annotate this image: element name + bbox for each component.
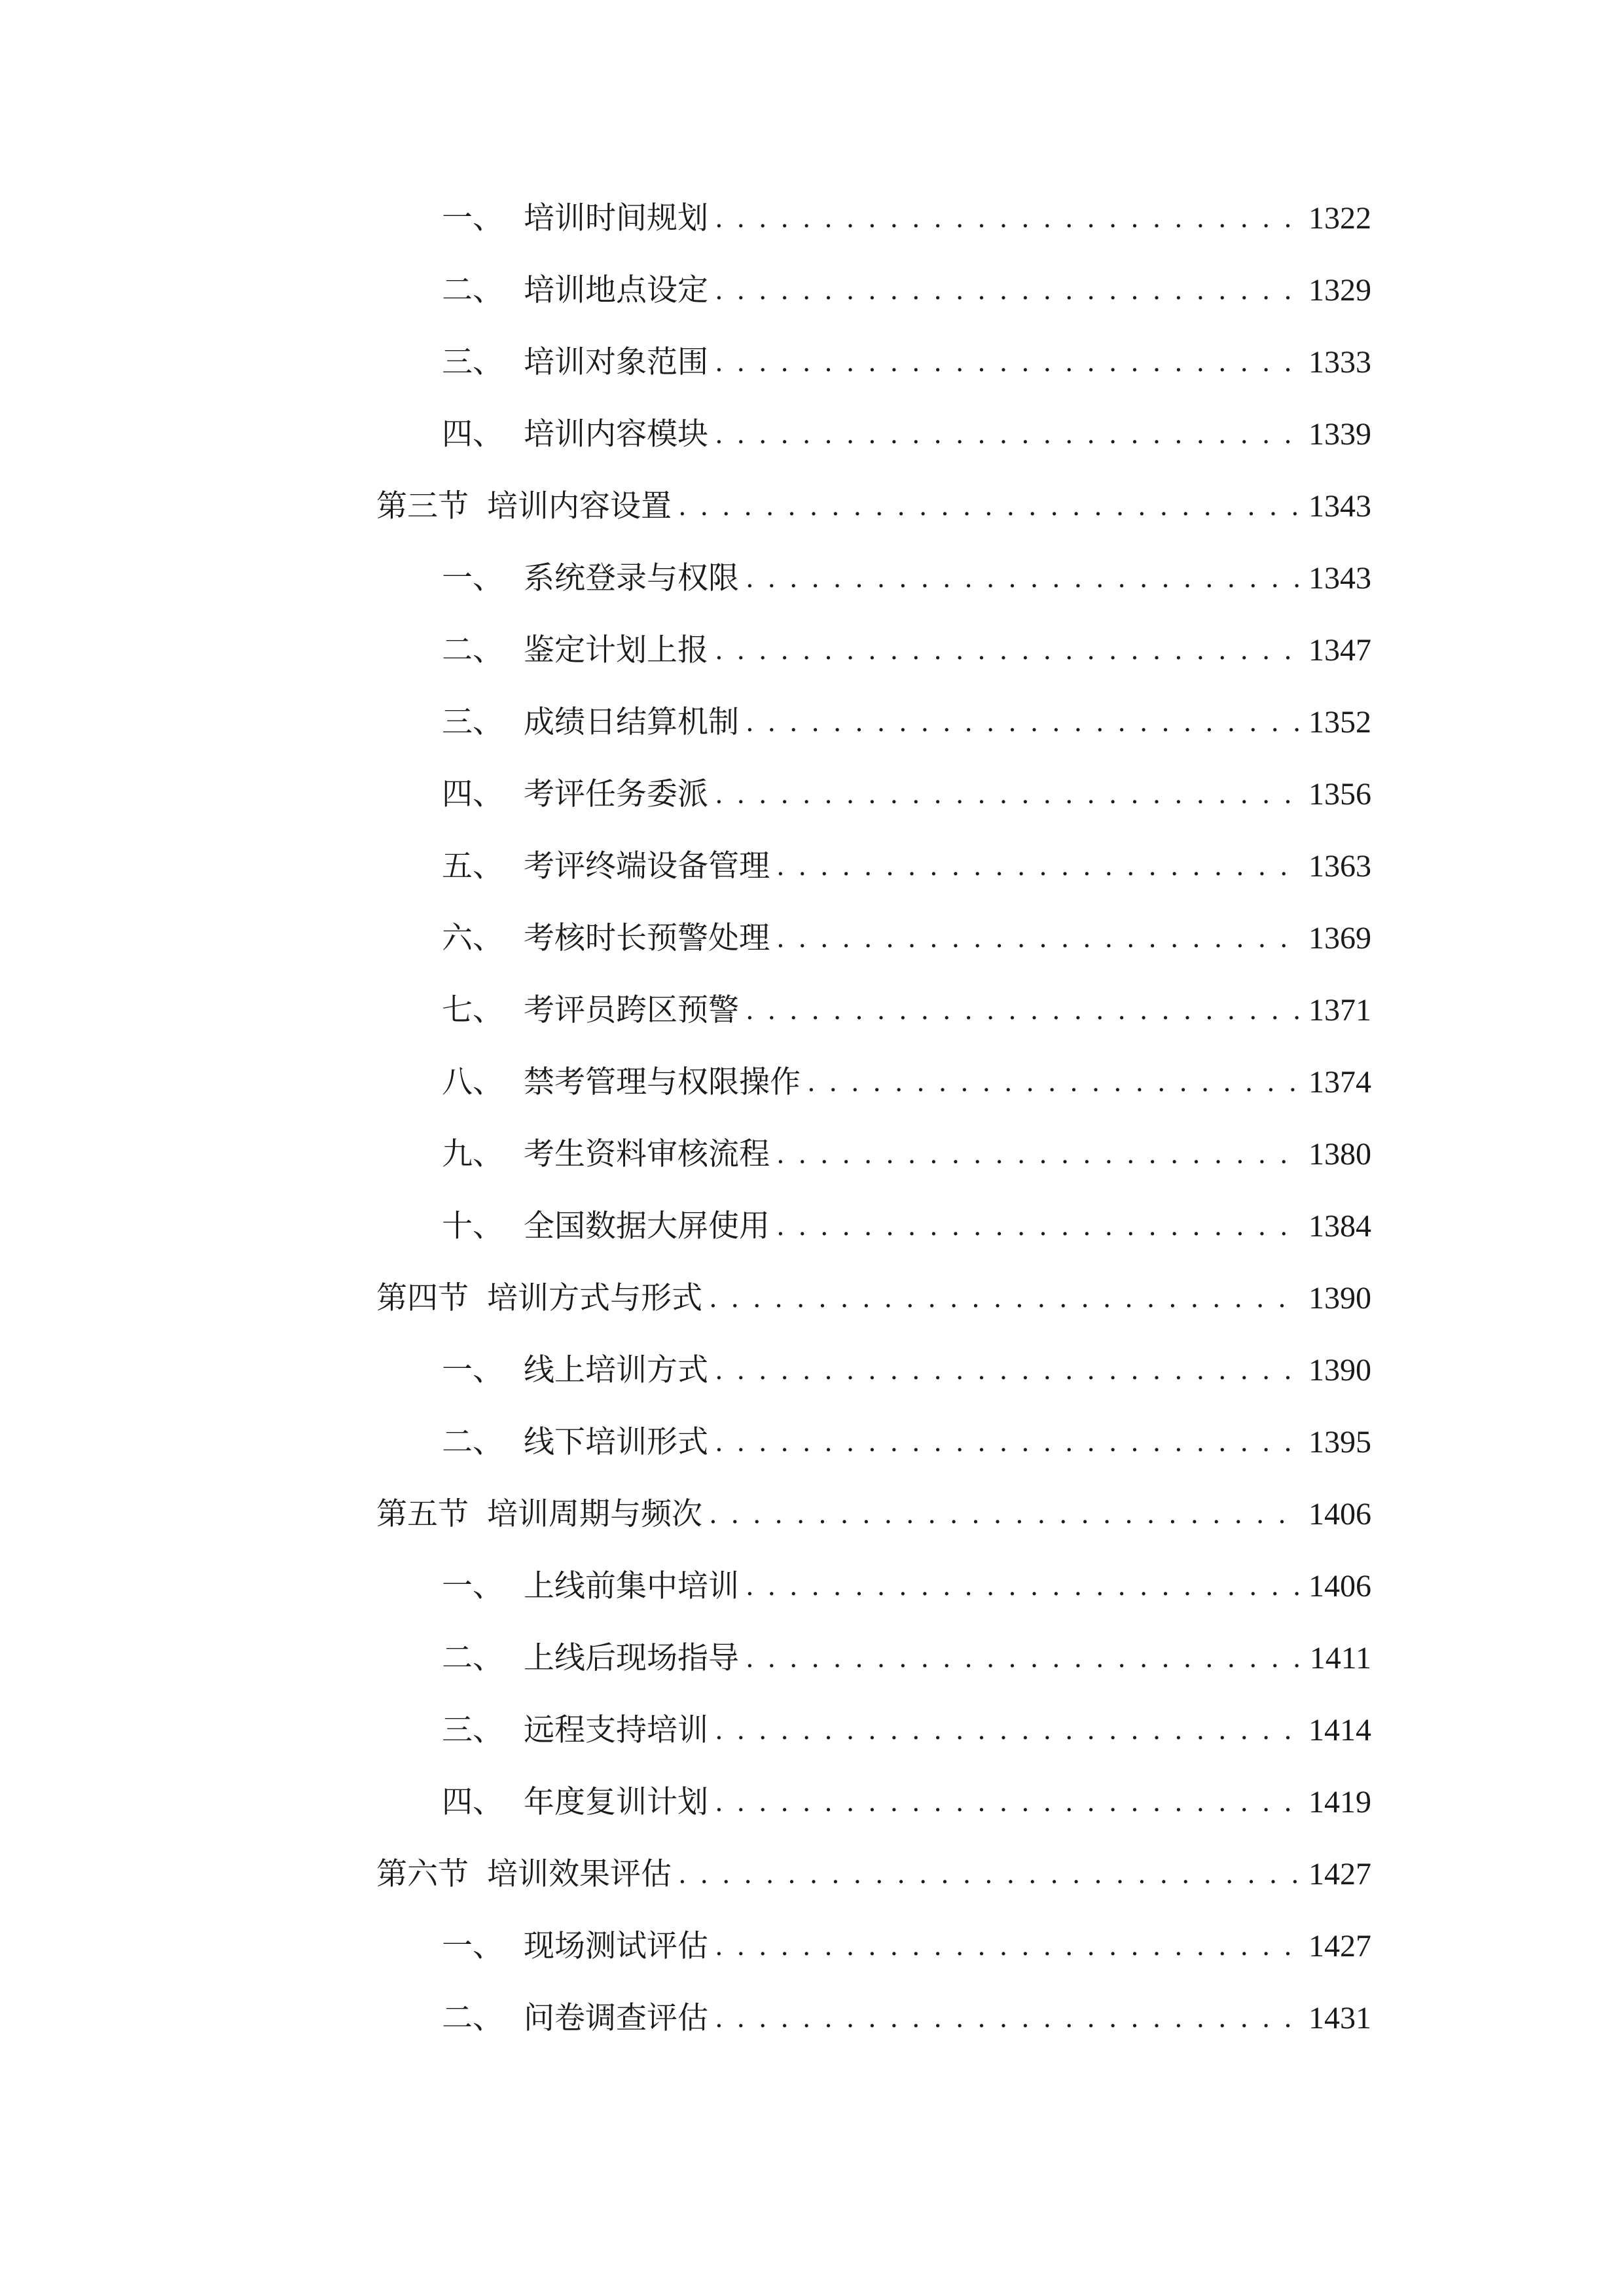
toc-page-number: 1347 (1308, 633, 1371, 668)
toc-section-entry[interactable] (376, 1851, 1371, 1923)
toc-entry-number: 四、 (442, 1784, 503, 1820)
toc-entry-title: 现场测试评估 (524, 1928, 708, 1964)
table-of-contents (376, 195, 1371, 2067)
toc-entry-number: 九、 (442, 1136, 503, 1172)
toc-entry-number: 五、 (442, 848, 503, 884)
toc-section-entry[interactable] (376, 1275, 1371, 1347)
toc-dot-leader (715, 1419, 1299, 1466)
toc-entry-title: 考核时长预警处理 (524, 920, 770, 956)
toc-entry-number: 一、 (442, 1928, 503, 1964)
toc-page-number: 1419 (1308, 1785, 1371, 1820)
toc-page-number: 1339 (1308, 417, 1371, 452)
toc-page-number: 1369 (1308, 921, 1371, 956)
toc-entry-title: 培训内容模块 (524, 416, 708, 452)
toc-subsection-entry[interactable] (376, 699, 1371, 771)
toc-subsection-entry[interactable] (376, 1131, 1371, 1203)
toc-dot-leader (715, 195, 1299, 242)
toc-entry-number: 四、 (442, 416, 503, 452)
toc-entry-title: 线下培训形式 (524, 1424, 708, 1460)
toc-dot-leader (715, 1779, 1299, 1826)
toc-entry-title: 培训时间规划 (524, 200, 708, 236)
toc-entry-title: 考评员跨区预警 (524, 992, 739, 1028)
toc-entry-number: 八、 (442, 1064, 503, 1100)
toc-dot-leader (746, 699, 1299, 746)
toc-dot-leader (746, 555, 1299, 602)
toc-entry-number: 二、 (442, 2000, 503, 2036)
toc-dot-leader (776, 1203, 1299, 1250)
toc-dot-leader (715, 1707, 1299, 1754)
toc-entry-title: 培训效果评估 (487, 1856, 672, 1892)
toc-entry-title: 考评任务委派 (524, 776, 708, 812)
toc-entry-title: 禁考管理与权限操作 (524, 1064, 801, 1100)
toc-entry-number: 三、 (442, 704, 503, 740)
toc-subsection-entry[interactable] (376, 195, 1371, 267)
toc-entry-number: 二、 (442, 1424, 503, 1460)
toc-dot-leader (746, 987, 1299, 1034)
toc-entry-title: 培训地点设定 (524, 272, 708, 308)
toc-entry-number: 二、 (442, 1640, 503, 1676)
toc-subsection-entry[interactable] (376, 915, 1371, 987)
toc-dot-leader (715, 1347, 1299, 1394)
toc-entry-number: 三、 (442, 344, 503, 380)
toc-dot-leader (807, 1059, 1299, 1106)
toc-entry-title: 远程支持培训 (524, 1712, 708, 1748)
toc-dot-leader (776, 915, 1299, 962)
toc-entry-title: 线上培训方式 (524, 1352, 708, 1388)
toc-entry-number: 第四节 (376, 1280, 469, 1316)
toc-entry-number: 七、 (442, 992, 503, 1028)
toc-subsection-entry[interactable] (376, 1419, 1371, 1491)
toc-section-entry[interactable] (376, 1491, 1371, 1563)
toc-page-number: 1343 (1308, 489, 1371, 524)
toc-subsection-entry[interactable] (376, 1635, 1371, 1707)
toc-page-number: 1406 (1308, 1497, 1371, 1532)
toc-entry-title: 上线后现场指导 (524, 1640, 739, 1676)
toc-dot-leader (678, 483, 1299, 530)
toc-entry-number: 三、 (442, 1712, 503, 1748)
toc-entry-title: 考评终端设备管理 (524, 848, 770, 884)
toc-entry-title: 鉴定计划上报 (524, 632, 708, 668)
toc-subsection-entry[interactable] (376, 627, 1371, 699)
toc-entry-number: 四、 (442, 776, 503, 812)
toc-page-number: 1427 (1308, 1929, 1371, 1964)
toc-entry-number: 一、 (442, 560, 503, 596)
toc-entry-number: 一、 (442, 200, 503, 236)
toc-subsection-entry[interactable] (376, 1995, 1371, 2067)
toc-subsection-entry[interactable] (376, 987, 1371, 1059)
toc-dot-leader (776, 843, 1299, 890)
toc-dot-leader (715, 771, 1299, 818)
toc-entry-title: 上线前集中培训 (524, 1568, 739, 1604)
toc-page-number: 1333 (1308, 345, 1371, 380)
toc-section-entry[interactable] (376, 483, 1371, 555)
toc-page-number: 1414 (1308, 1713, 1371, 1748)
toc-entry-number: 一、 (442, 1568, 503, 1604)
toc-dot-leader (746, 1635, 1301, 1682)
toc-dot-leader (746, 1563, 1299, 1610)
toc-subsection-entry[interactable] (376, 1347, 1371, 1419)
toc-entry-number: 第三节 (376, 488, 469, 524)
toc-entry-number: 第五节 (376, 1496, 469, 1532)
toc-page-number: 1363 (1308, 849, 1371, 884)
toc-entry-number: 六、 (442, 920, 503, 956)
toc-dot-leader (715, 627, 1299, 674)
toc-dot-leader (715, 267, 1299, 314)
toc-entry-number: 第六节 (376, 1856, 469, 1892)
toc-page-number: 1329 (1308, 273, 1371, 308)
toc-dot-leader (709, 1275, 1299, 1322)
toc-subsection-entry[interactable] (376, 1779, 1371, 1851)
toc-page-number: 1384 (1308, 1209, 1371, 1244)
toc-subsection-entry[interactable] (376, 1203, 1371, 1275)
toc-page-number: 1380 (1308, 1137, 1371, 1172)
toc-subsection-entry[interactable] (376, 411, 1371, 483)
toc-entry-number: 十、 (442, 1208, 503, 1244)
toc-page-number: 1356 (1308, 777, 1371, 812)
toc-entry-title: 考生资料审核流程 (524, 1136, 770, 1172)
toc-dot-leader (715, 1995, 1299, 2042)
toc-page-number: 1427 (1308, 1857, 1371, 1892)
toc-page-number: 1343 (1308, 561, 1371, 596)
toc-entry-title: 成绩日结算机制 (524, 704, 739, 740)
toc-page-number: 1371 (1308, 993, 1371, 1028)
toc-subsection-entry[interactable] (376, 1923, 1371, 1995)
toc-subsection-entry[interactable] (376, 267, 1371, 339)
toc-entry-title: 年度复训计划 (524, 1784, 708, 1820)
toc-entry-title: 培训方式与形式 (487, 1280, 702, 1316)
toc-subsection-entry[interactable] (376, 843, 1371, 915)
toc-subsection-entry[interactable] (376, 1563, 1371, 1635)
toc-subsection-entry[interactable] (376, 1059, 1371, 1131)
toc-dot-leader (776, 1131, 1299, 1178)
toc-page-number: 1390 (1308, 1281, 1371, 1316)
toc-page-number: 1390 (1308, 1353, 1371, 1388)
toc-dot-leader (678, 1851, 1299, 1898)
toc-dot-leader (709, 1491, 1299, 1538)
toc-page-number: 1322 (1308, 201, 1371, 236)
toc-entry-title: 系统登录与权限 (524, 560, 739, 596)
toc-subsection-entry[interactable] (376, 555, 1371, 627)
toc-entry-number: 二、 (442, 632, 503, 668)
toc-entry-title: 全国数据大屏使用 (524, 1208, 770, 1244)
toc-page-number: 1411 (1309, 1641, 1371, 1676)
toc-page-number: 1431 (1308, 2001, 1371, 2036)
toc-subsection-entry[interactable] (376, 1707, 1371, 1779)
toc-subsection-entry[interactable] (376, 771, 1371, 843)
toc-dot-leader (715, 411, 1299, 458)
toc-subsection-entry[interactable] (376, 339, 1371, 411)
toc-entry-number: 二、 (442, 272, 503, 308)
toc-entry-title: 培训内容设置 (487, 488, 672, 524)
toc-dot-leader (715, 1923, 1299, 1970)
toc-entry-number: 一、 (442, 1352, 503, 1388)
toc-page-number: 1352 (1308, 705, 1371, 740)
toc-page-number: 1395 (1308, 1425, 1371, 1460)
toc-page-number: 1374 (1308, 1065, 1371, 1100)
toc-entry-title: 问卷调查评估 (524, 2000, 708, 2036)
toc-entry-title: 培训对象范围 (524, 344, 708, 380)
toc-entry-title: 培训周期与频次 (487, 1496, 702, 1532)
toc-page-number: 1406 (1308, 1569, 1371, 1604)
toc-dot-leader (715, 339, 1299, 386)
